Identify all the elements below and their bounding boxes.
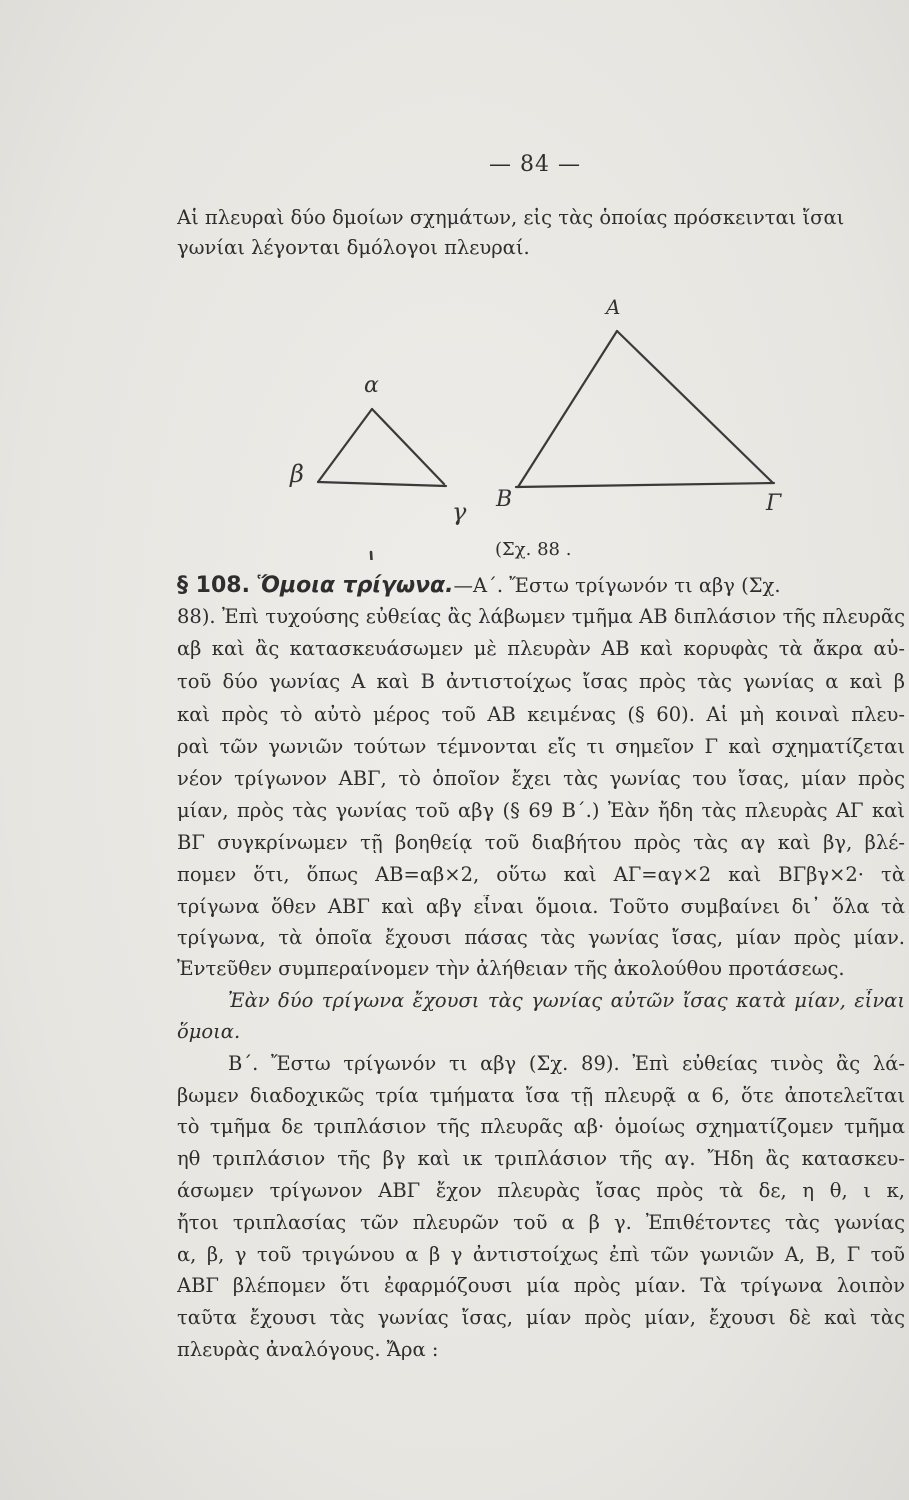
body-line: τοῦ δύο γωνίας Α καὶ Β ἀντιστοίχως ἴσας πρὸς τὰς γωνίας α καὶ β [177,670,905,693]
body-line: ἤτοι τριπλασίας τῶν πλευρῶν τοῦ α β γ. Ἐπιθέτοντες τὰς γωνίας [177,1211,905,1234]
large-triangle-side-BG [516,483,774,487]
section-number: § 108. [177,574,250,598]
section-title: Ὅμοια τρίγωνα. [256,574,454,598]
section-108-heading [177,574,905,598]
label-large-A: Α [606,295,621,319]
body-line: ταῦτα ἔχουσι τὰς γωνίας ἴσας, μίαν πρὸς μίαν, ἔχουσι δὲ καὶ τὰς [177,1306,905,1329]
label-large-G: Γ [766,491,782,516]
body-line: ηθ τριπλάσιον τῆς βγ καὶ ικ τριπλάσιον τῆς αγ. Ἤδη ἂς κατασκευ- [177,1147,905,1170]
label-small-alpha: α [364,373,379,398]
small-triangle-side-bg [318,482,446,486]
body-line: α, β, γ τοῦ τριγώνου α β γ ἀντιστοίχως ἐπὶ τῶν γωνιῶν Α, Β, Γ τοῦ [177,1243,905,1266]
intro-line-2: γωνίαι λέγονται δμόλογοι πλευραί. [177,236,530,259]
similar-triangles-figure [0,0,909,560]
body-line: πλευρὰς ἀναλόγους. Ἄρα : [177,1338,439,1361]
label-small-beta: β [290,460,304,488]
body-line: αβ καὶ ἂς κατασκευάσωμεν μὲ πλευρὰν ΑΒ καὶ κορυφὰς τὰ ἄκρα αὐ- [177,637,905,660]
body-line: τρίγωνα ὅθεν ΑΒΓ καὶ αβγ εἶναι ὅμοια. Τοῦτο συμβαίνει δι᾽ ὅλα τὰ [177,895,905,918]
body-line: πομεν ὅτι, ὅπως ΑΒ=αβ×2, οὕτω καὶ ΑΓ=αγ×2 καὶ ΒΓβγ×2· τὰ [177,863,905,886]
body-line: 88). Ἐπὶ τυχούσης εὐθείας ἂς λάβωμεν τμῆμα ΑΒ διπλάσιον τῆς πλευρᾶς [177,605,905,628]
section-heading-rest: —Α΄. Ἔστω τρίγωνόν τι αβγ (Σχ. [453,574,781,597]
body-line: ραὶ τῶν γωνιῶν τούτων τέμνονται εἴς τι σημεῖον Γ καὶ σχηματίζεται [177,735,905,758]
large-triangle-side-AB [518,331,617,487]
body-line: νέον τρίγωνον ΑΒΓ, τὸ ὁποῖον ἔχει τὰς γωνίας του ἴσας, μίαν πρὸς [177,767,905,790]
body-line: τὸ τμῆμα δε τριπλάσιον τῆς πλευρᾶς αβ· ὁμοίως σχηματίζομεν τμῆμα [177,1115,905,1138]
label-small-gamma: γ [452,498,467,526]
body-line: καὶ πρὸς τὸ αὐτὸ μέρος τοῦ ΑΒ κειμένας (§ 60). Αἱ μὴ κοιναὶ πλευ- [177,703,905,726]
label-large-B: Β [496,487,513,512]
theorem-line-1: Ἐὰν δύο τρίγωνα ἔχουσι τὰς γωνίας αὐτῶν ἴσας κατὰ μίαν, εἶναι [228,989,905,1012]
small-triangle-side-ag [372,409,444,484]
body-line: ΑΒΓ βλέπομεν ὅτι ἐφαρμόζουσι μία πρὸς μίαν. Τὰ τρίγωνα λοιπὸν [177,1274,905,1297]
theorem-line-2: ὅμοια. [177,1020,241,1043]
page-number: — 84 — [489,152,581,177]
body-line: Ἐντεῦθεν συμπεραίνομεν τὴν ἀλήθειαν τῆς ἀκολούθου προτάσεως. [177,957,845,980]
intro-line-1: Αἱ πλευραὶ δύο δμοίων σχημάτων, εἰς τὰς ὁποίας πρόσκεινται ἴσαι [177,206,845,229]
small-triangle-side-ab [318,409,372,482]
body-line: μίαν, πρὸς τὰς γωνίας τοῦ αβγ (§ 69 Β΄.) Ἐὰν ἤδη τὰς πλευρὰς ΑΓ καὶ [177,799,905,822]
pencil-mark [371,552,374,560]
body-line: τρίγωνα, τὰ ὁποῖα ἔχουσι πάσας τὰς γωνίας ἴσας, μίαν πρὸς μίαν. [177,926,905,949]
body-line: ΒΓ συγκρίνωμεν τῇ βοηθείᾳ τοῦ διαβήτου πρὸς τὰς αγ καὶ βγ, βλέ- [177,831,905,854]
body-line: Β΄. Ἔστω τρίγωνόν τι αβγ (Σχ. 89). Ἐπὶ εὐθείας τινὸς ἂς λά- [228,1052,905,1075]
body-line: άσωμεν τρίγωνον ΑΒΓ ἔχον πλευρὰς ἴσας πρὸς τὰ δε, η θ, ι κ, [177,1179,905,1202]
figure-caption: (Σχ. 88 . [495,539,572,560]
body-line: βωμεν διαδοχικῶς τρία τμήματα ἴσα τῇ πλευρᾷ α 6, ὅτε ἀποτελεῖται [177,1084,905,1107]
large-triangle-side-AG [617,331,772,482]
